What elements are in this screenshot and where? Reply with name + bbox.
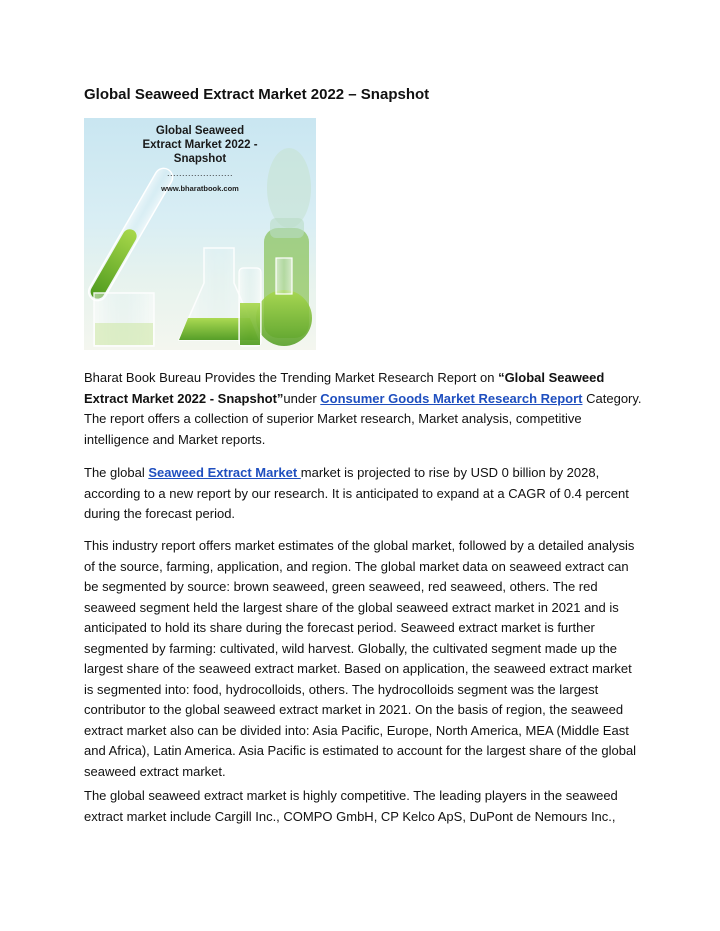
market-forecast-paragraph: The global Seaweed Extract Market market is projected to rise by USD 0 billion by 2028, according to a new report by our research. It is anticipated to expand at a CAGR of 0.4 percent during the forecast period. (84, 465, 629, 521)
cover-url: www.bharatbook.com (161, 184, 239, 193)
cover-title-line: Global Seaweed (155, 125, 245, 137)
cover-title (84, 124, 316, 166)
segmentation-paragraph: This industry report offers market estimates of the global market, followed by a detailed analysis of the source, farming, application, and region. The global market data on seaweed extract can be segmented by source: brown seaweed, green seaweed, red seaweed, others. The red seaweed segment held the largest share of the global seaweed extract market in 2021 and is anticipated to hold its share during the forecast period. Seaweed extract market is further segmented by farming: cultivated, wild harvest. Globally, the cultivated segment made up the largest share of the seaweed extract market. Based on application, the seaweed extract market is segmented into: food, hydrocolloids, others. The hydrocolloids segment was the largest contributor to the global seaweed extract market in 2021. On the basis of region, the seaweed extract market also can be divided into: Asia Pacific, Europe, North America, MEA (Middle East and Africa), Latin America. Asia Pacific is estimated to account for the largest share of the global seaweed extract market. (84, 538, 637, 779)
cover-title-line: Extract Market 2022 - (142, 139, 258, 151)
competition-paragraph: The global seaweed extract market is highly competitive. The leading players in the seaweed extract market include Cargill Inc., COMPO GmbH, CP Kelco ApS, DuPont de Nemours Inc., (84, 788, 618, 824)
intro-paragraph: Bharat Book Bureau Provides the Trending Market Research Report on “Global Seaweed Extract Market 2022 - Snapshot”under Consumer Goods Market Research Report Category. The report offers a collection of superior Market research, Market analysis, competitive intelligence and Market reports. (84, 370, 642, 447)
cover-title-line: Snapshot (173, 153, 227, 165)
report-cover-image (84, 118, 316, 350)
report-name: “Global Seaweed Extract Market 2022 - Snapshot” (84, 370, 605, 406)
consumer-goods-link[interactable]: Consumer Goods Market Research Report (320, 390, 583, 406)
page-title: Global Seaweed Extract Market 2022 – Snapshot (84, 86, 430, 103)
cover-separator: ...................... (166, 168, 233, 178)
seaweed-extract-market-link[interactable]: Seaweed Extract Market (148, 465, 301, 480)
